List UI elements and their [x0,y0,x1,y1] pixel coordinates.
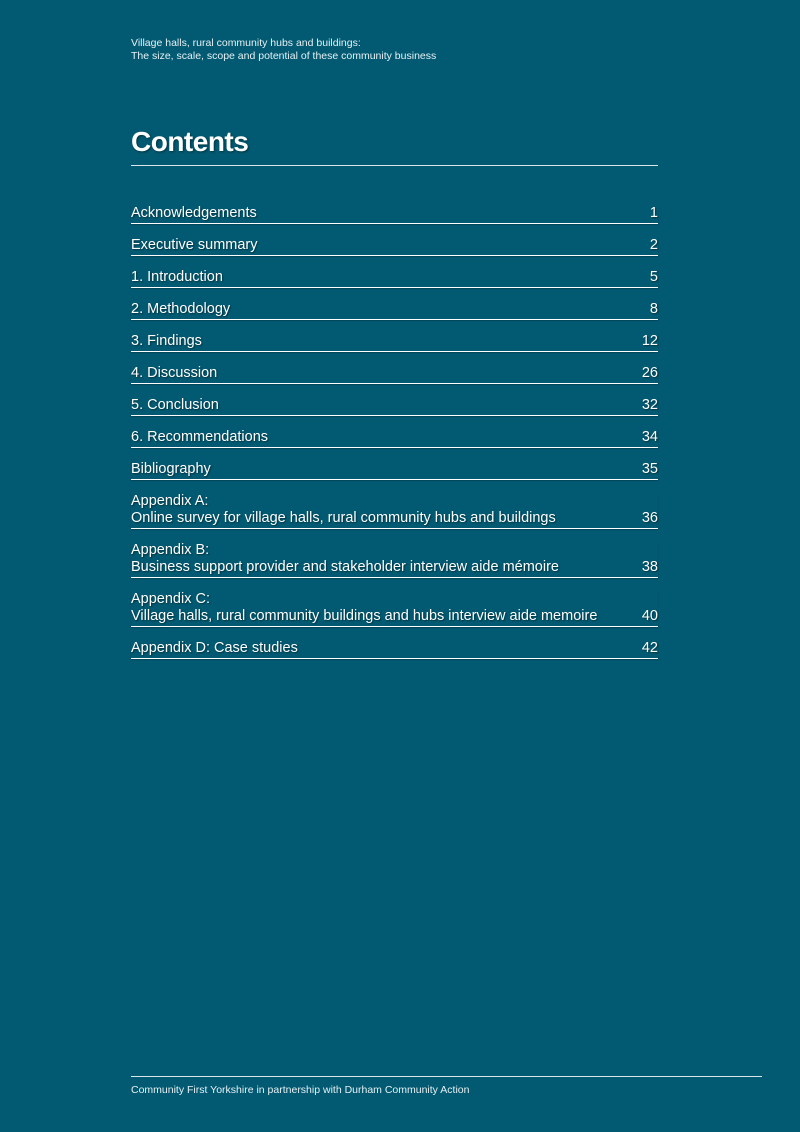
toc-label: 4. Discussion [131,365,218,381]
toc-label: 5. Conclusion [131,397,219,413]
toc-sublabel: Business support provider and stakeholder interview aide mémoire [131,559,559,575]
toc-page-number: 8 [649,301,658,317]
toc-entry-appendix-d[interactable] [131,640,658,659]
toc-label: Appendix B: [131,542,210,558]
toc-sublabel: Village halls, rural community buildings and hubs interview aide memoire [131,608,598,624]
toc-label: Appendix D: Case studies [131,640,298,656]
toc-entry-appendix-c[interactable] [131,591,658,627]
toc-entry-methodology[interactable] [131,301,658,320]
toc-entry-discussion[interactable] [131,365,658,384]
toc-page-number: 42 [641,640,658,656]
toc-label: Executive summary [131,237,258,253]
toc-page-number: 1 [649,205,658,221]
toc-label: Appendix A: [131,493,209,509]
toc-entry-executive-summary[interactable] [131,237,658,256]
toc-page-number: 5 [649,269,658,285]
header-line-2: The size, scale, scope and potential of these community business [131,50,437,62]
toc-page-number: 34 [641,429,658,445]
toc-entry-findings[interactable] [131,333,658,352]
header-line-1: Village halls, rural community hubs and buildings: [131,37,361,49]
toc-entry-acknowledgements[interactable] [131,205,658,224]
toc-label: 6. Recommendations [131,429,269,445]
footer-text: Community First Yorkshire in partnership with Durham Community Action [131,1084,470,1096]
toc-entry-conclusion[interactable] [131,397,658,416]
table-of-contents [131,205,658,672]
toc-entry-recommendations[interactable] [131,429,658,448]
toc-label: Acknowledgements [131,205,257,221]
toc-label: Bibliography [131,461,211,477]
running-header [131,37,436,63]
toc-sublabel: Online survey for village halls, rural community hubs and buildings [131,510,556,526]
toc-entry-bibliography[interactable] [131,461,658,480]
toc-page-number: 40 [641,608,658,624]
title-divider [131,165,658,166]
page-title: Contents [131,126,249,157]
footer-divider [131,1076,762,1077]
toc-page-number: 26 [641,365,658,381]
toc-page-number: 12 [641,333,658,349]
toc-page-number: 35 [641,461,658,477]
toc-page-number: 2 [649,237,658,253]
toc-page-number: 36 [641,510,658,526]
toc-entry-appendix-b[interactable] [131,542,658,578]
toc-page-number: 32 [641,397,658,413]
toc-label: 2. Methodology [131,301,231,317]
toc-label: 1. Introduction [131,269,223,285]
toc-label: 3. Findings [131,333,202,349]
toc-entry-appendix-a[interactable] [131,493,658,529]
toc-entry-introduction[interactable] [131,269,658,288]
toc-page-number: 38 [641,559,658,575]
toc-label: Appendix C: [131,591,210,607]
